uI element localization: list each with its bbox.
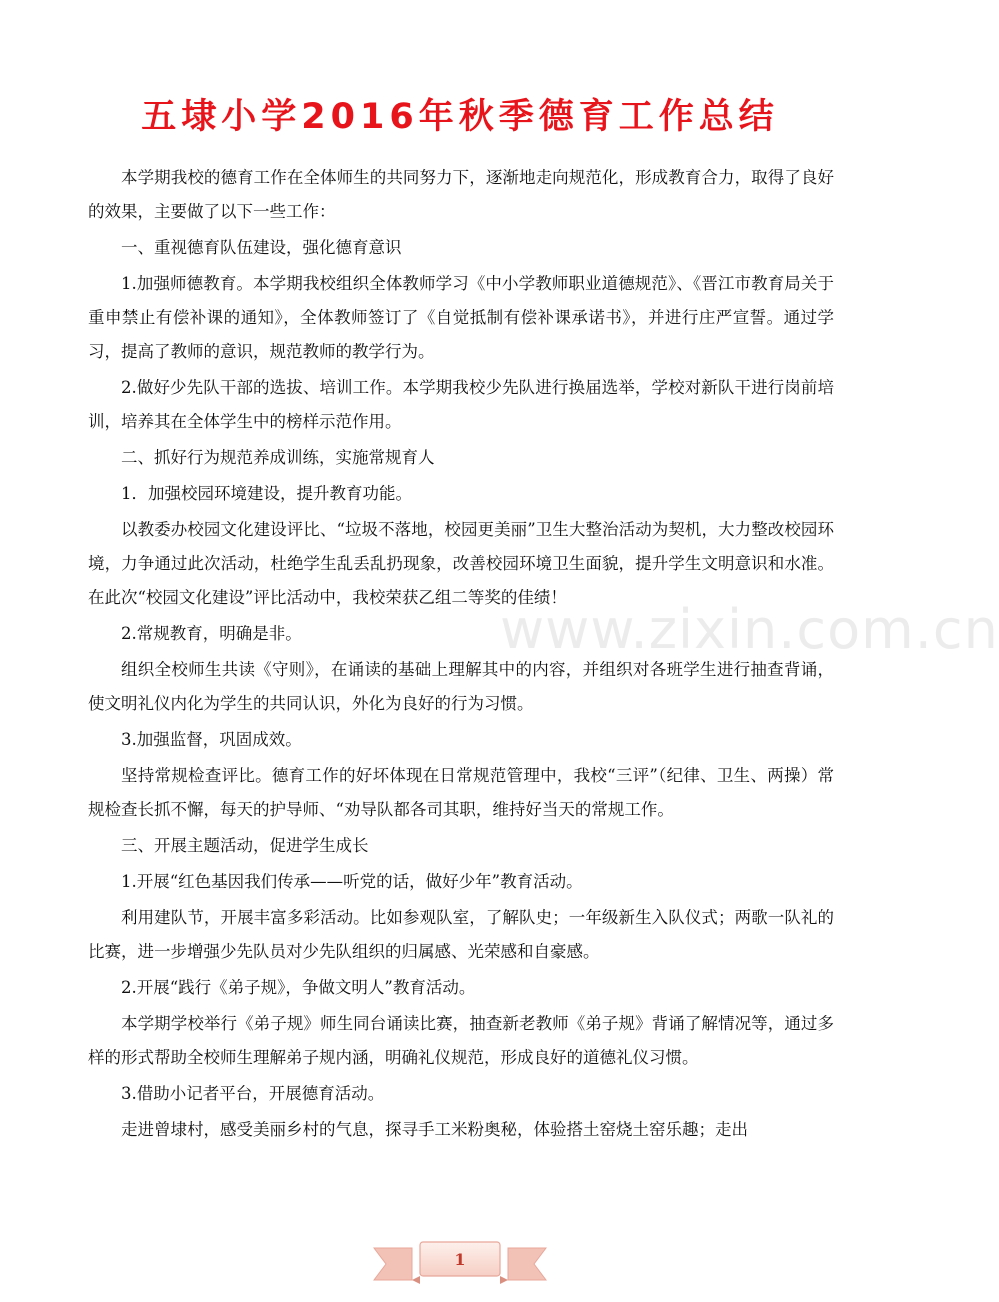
paragraph-2-3: 坚持常规检查评比。德育工作的好坏体现在日常规范管理中，我校“三评”（纪律、卫生、两操）常规检查长抓不懈，每天的护导师、“劝导队都各司其职，维持好当天的常规工作。 [88,766,834,819]
paragraph-2-1: 以教委办校园文化建设评比、“垃圾不落地，校园更美丽”卫生大整治活动为契机，大力整改校园环境，力争通过此次活动，杜绝学生乱丢乱扔现象，改善校园环境卫生面貌，提升学生文明意识和水准。在此次“校园文化建设”评比活动中，我校荣获乙组二等奖的佳绩！ [88,520,834,607]
paragraph-3-1: 利用建队节，开展丰富多彩活动。比如参观队室，了解队史；一年级新生入队仪式；两歌一队礼的比赛，进一步增强少先队员对少先队组织的归属感、光荣感和自豪感。 [88,908,834,961]
paragraph-2-2: 组织全校师生共读《守则》，在诵读的基础上理解其中的内容，并组织对各班学生进行抽查背诵，使文明礼仪内化为学生的共同认识，外化为良好的行为习惯。 [88,660,834,713]
subheading-3-2: 2.开展“践行《弟子规》，争做文明人”教育活动。 [121,978,476,997]
paragraph-3-3: 走进曾埭村，感受美丽乡村的气息，探寻手工米粉奥秘，体验搭土窑烧土窑乐趣；走出 [121,1120,748,1139]
page-number-badge [372,1240,548,1284]
watermark-text: www.zixin.com.cn [500,598,999,661]
document-title: 五埭小学2016年秋季德育工作总结 [141,97,779,137]
page-number: 1 [454,1250,466,1269]
paragraph-intro: 本学期我校的德育工作在全体师生的共同努力下，逐渐地走向规范化，形成教育合力，取得了良好的效果，主要做了以下一些工作： [88,168,834,221]
section-heading-2: 二、抓好行为规范养成训练，实施常规育人 [121,448,435,467]
subheading-2-1: 1．加强校园环境建设，提升教育功能。 [121,484,412,503]
paragraph-1-2: 2.做好少先队干部的选拔、培训工作。本学期我校少先队进行换届选举，学校对新队干进行岗前培训，培养其在全体学生中的榜样示范作用。 [88,378,834,431]
paragraph-1-1: 1.加强师德教育。本学期我校组织全体教师学习《中小学教师职业道德规范》、《晋江市教育局关于重申禁止有偿补课的通知》，全体教师签订了《自觉抵制有偿补课承诺书》，并进行庄严宣誓。通过学习，提高了教师的意识，规范教师的教学行为。 [88,274,834,361]
section-heading-3: 三、开展主题活动，促进学生成长 [121,836,369,855]
subheading-2-2: 2.常规教育，明确是非。 [121,624,302,643]
section-heading-1: 一、重视德育队伍建设，强化德育意识 [121,238,402,257]
subheading-2-3: 3.加强监督，巩固成效。 [121,730,302,749]
paragraph-3-2: 本学期学校举行《弟子规》师生同台诵读比赛，抽查新老教师《弟子规》背诵了解情况等，通过多样的形式帮助全校师生理解弟子规内涵，明确礼仪规范，形成良好的道德礼仪习惯。 [88,1014,834,1067]
subheading-3-3: 3.借助小记者平台，开展德育活动。 [121,1084,385,1103]
subheading-3-1: 1.开展“红色基因我们传承——听党的话，做好少年”教育活动。 [121,872,583,891]
